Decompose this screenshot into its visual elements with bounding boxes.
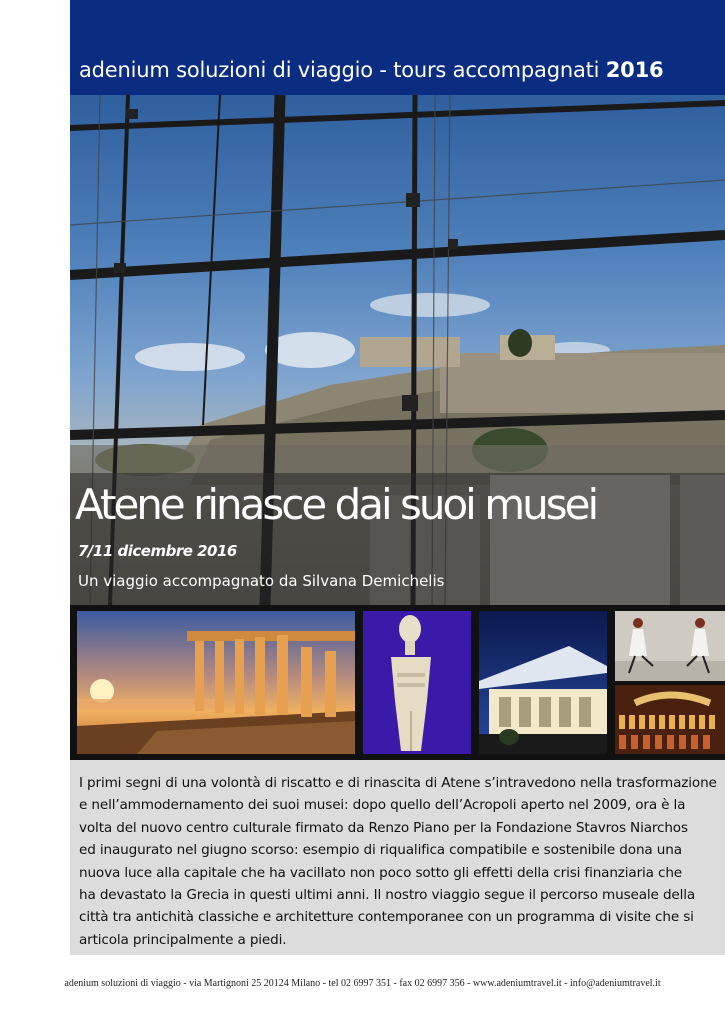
body-line: ed inaugurato nel giugno scorso: esempio di riqualifica compatibile e sostenibile dona una (79, 842, 682, 859)
footer-contact: adenium soluzioni di viaggio - via Martignoni 25 20124 Milano - tel 02 6997 351 - fax 02 6997 356 - www.adeniumtravel.it - info@adeniumtravel.it (64, 978, 661, 989)
trip-dates: 7/11 dicembre 2016 (78, 542, 237, 560)
header-year: 2016 (605, 58, 664, 82)
body-line: nuova luce alla capitale che ha vacillato non poco sotto gli effetti della crisi finanziaria che (79, 864, 683, 881)
header-title: adenium soluzioni di viaggio - tours accompagnati 2016 (79, 58, 664, 82)
temple-ruins-sunset-image (77, 611, 355, 754)
cycladic-figurine-image (363, 611, 471, 754)
trip-guide: Un viaggio accompagnato da Silvana Demichelis (78, 572, 445, 590)
bar-interior-image (615, 685, 725, 754)
body-line: e nell’ammodernamento dei suoi musei: dopo quello dell’Acropoli aperto nel 2009, ora è la (79, 797, 686, 814)
evzones-guards-image (615, 611, 725, 681)
body-line: articola principalmente a piedi. (79, 931, 287, 948)
body-line: I primi segni di una volontà di riscatto e di rinascita di Atene s’intravedono nella trasformazione (79, 775, 717, 791)
body-line: città tra antichità classiche e architetture contemporanee con un programma di visite che si (79, 909, 694, 926)
body-line: volta del nuovo centro culturale firmato da Renzo Piano per la Fondazione Stavros Niarchos (79, 819, 688, 836)
body-line: ha devastato la Grecia in questi ultimi anni. Il nostro viaggio segue il percorso museale della (79, 887, 696, 904)
thumbnail-strip (70, 605, 725, 760)
modern-cultural-center-image (479, 611, 607, 754)
body-paragraph (79, 772, 719, 951)
page-title: Atene rinasce dai suoi musei (75, 480, 597, 529)
